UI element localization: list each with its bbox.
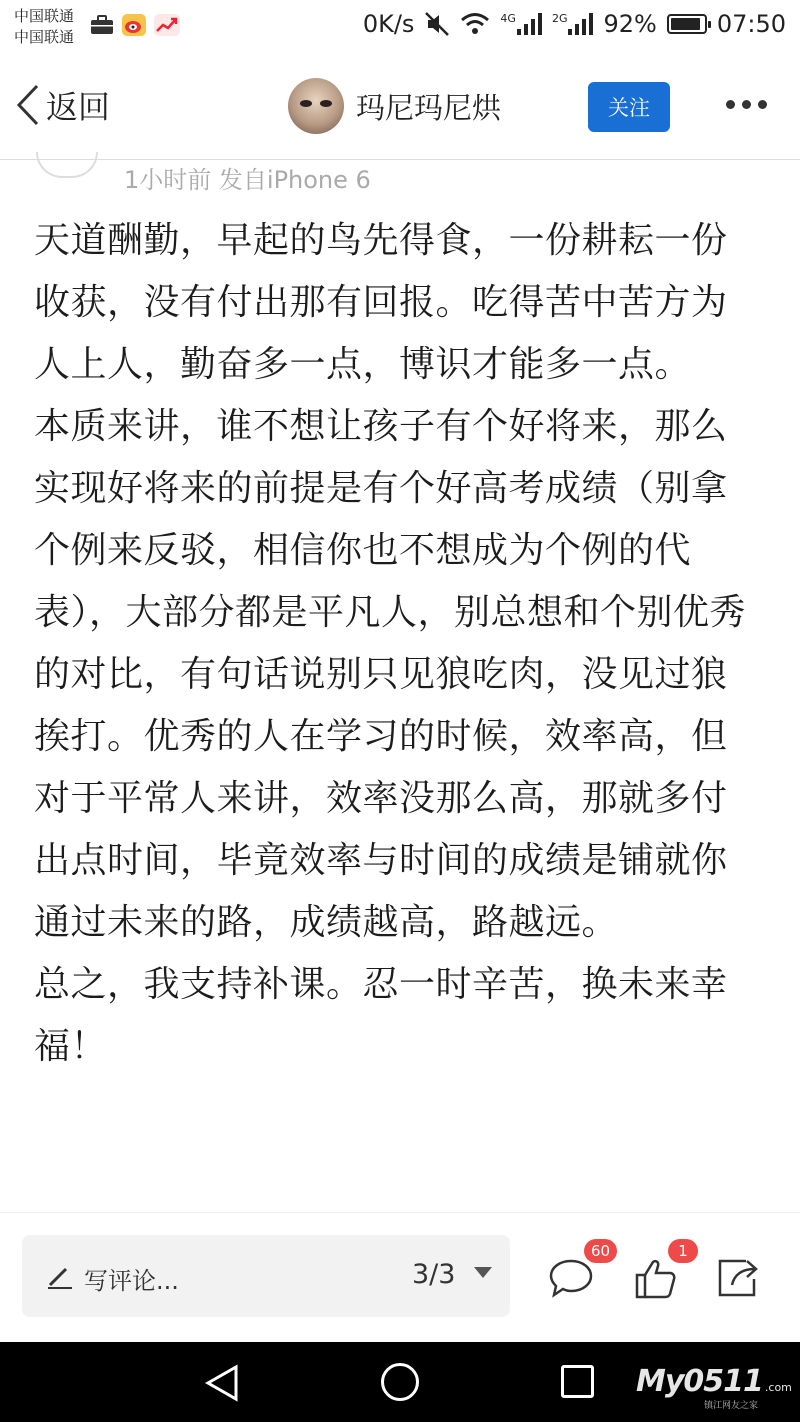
weibo-app-icon (122, 14, 146, 36)
battery-fill (671, 18, 700, 30)
status-indicators (363, 10, 786, 38)
more-dot (758, 100, 767, 109)
page-counter[interactable]: 3/3 (412, 1259, 456, 1290)
post-paragraph: 总之，我支持补课。忍一时辛苦，换未来幸福！ (34, 964, 728, 1067)
post-paragraph: 天道酬勤，早起的鸟先得食，一份耕耘一份收获，没有付出那有回报。吃得苦中苦方为人上人，勤奋多一点，博识才能多一点。 (34, 220, 728, 385)
more-dot (726, 100, 735, 109)
avatar-eye-left (300, 100, 312, 107)
post-meta: 1小时前 发自iPhone 6 (124, 166, 371, 194)
carrier-info (14, 6, 74, 48)
status-bar (0, 0, 800, 56)
caret-down-icon[interactable] (474, 1267, 492, 1278)
username[interactable]: 玛尼玛尼烘 (356, 91, 502, 125)
comment-count-badge: 60 (584, 1239, 617, 1263)
follow-button[interactable]: 关注 (588, 82, 670, 132)
signal-icon (516, 12, 542, 36)
pencil-icon (46, 1265, 74, 1289)
system-recents-icon[interactable] (561, 1365, 594, 1398)
watermark-main: My0511 (636, 1364, 763, 1399)
mute-icon (424, 11, 450, 37)
watermark-logo (636, 1364, 792, 1411)
author-avatar-partial (36, 152, 98, 178)
comment-placeholder: 写评论... (84, 1267, 179, 1295)
thumbs-up-icon[interactable] (632, 1257, 678, 1299)
battery-icon (667, 14, 707, 34)
signal-icon-2 (567, 12, 593, 36)
system-back-icon[interactable] (204, 1364, 240, 1402)
network-4g-label: 4G (500, 12, 516, 25)
battery-percent: 92% (603, 10, 657, 38)
avatar-eye-right (320, 100, 332, 107)
like-count-badge: 1 (668, 1239, 698, 1263)
carrier-2: 中国联通 (14, 28, 75, 46)
comment-bubble-icon[interactable] (548, 1257, 594, 1299)
network-speed: 0K/s (362, 10, 415, 38)
bottom-action-bar (0, 1212, 800, 1342)
watermark-sub: 镇江网友之家 (704, 1401, 759, 1411)
network-2g-label: 2G (551, 12, 568, 25)
post-paragraph: 本质来讲，谁不想让孩子有个好将来，那么实现好将来的前提是有个好高考成绩（别拿个例来反驳，相信你也不想成为个例的代表），大部分都是平凡人，别总想和个别优秀的对比，有句话说别只见狼吃肉，没见过狼挨打。优秀的人在学习的时候，效率高，但对于平常人来讲，效率没那么高，那就多付出点时间，毕竟效率与时间的成绩是铺就你通过未来的路，成绩越高，路越远。 (34, 406, 747, 943)
system-home-icon[interactable] (381, 1363, 419, 1401)
post-body (34, 210, 758, 1078)
post-meta-row (36, 150, 776, 194)
carrier-1: 中国联通 (14, 7, 75, 25)
top-nav-bar (0, 56, 800, 160)
clock: 07:50 (716, 10, 786, 38)
wifi-icon (460, 12, 490, 36)
back-button[interactable] (16, 82, 110, 128)
more-options-icon[interactable] (726, 100, 767, 109)
briefcase-icon (90, 15, 114, 35)
system-nav-bar (0, 1342, 800, 1422)
stock-app-icon (154, 14, 180, 36)
watermark-suffix: .com (764, 1381, 792, 1394)
more-dot (742, 100, 751, 109)
comment-input[interactable] (22, 1235, 510, 1317)
notification-icons (90, 14, 180, 36)
back-label: 返回 (46, 88, 111, 126)
chevron-left-icon (16, 84, 40, 126)
avatar[interactable] (288, 78, 344, 134)
share-icon[interactable] (716, 1257, 762, 1299)
